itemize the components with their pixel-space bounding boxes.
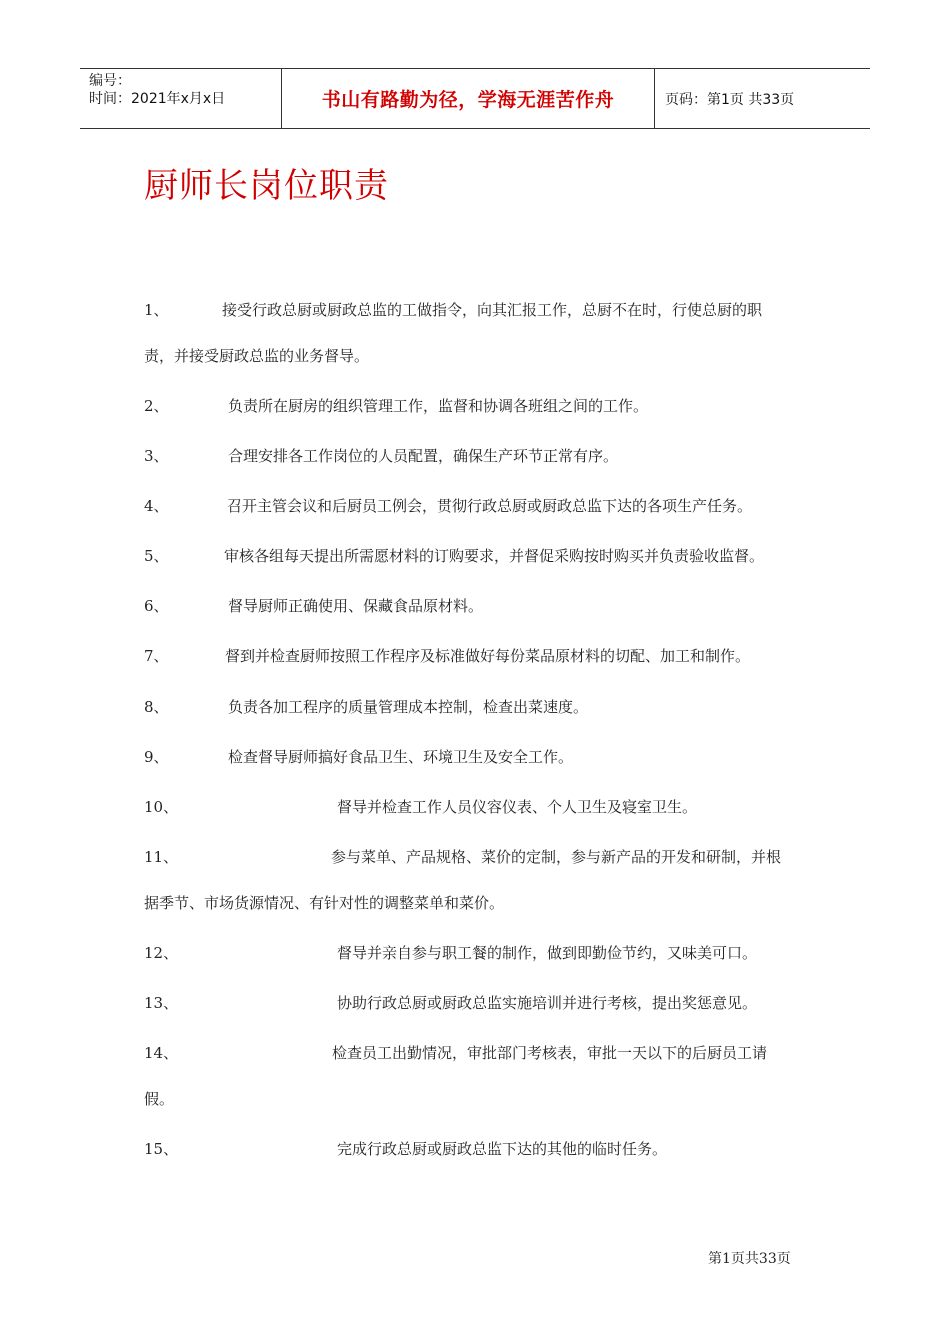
motto-text: 书山有路勤为径，学海无涯苦作舟 (321, 89, 615, 111)
item-text: 协助行政总厨或厨政总监实施培训并进行考核，提出奖惩意见。 (337, 994, 758, 1012)
header-motto-cell (282, 69, 655, 128)
header-table (80, 68, 870, 129)
item-text: 负责各加工程序的质量管理成本控制，检查出菜速度。 (228, 698, 589, 716)
item-text: 检查员工出勤情况，审批部门考核表，审批一天以下的后厨员工请 (332, 1044, 768, 1062)
page-info: 页码：第1页 共33页 (665, 91, 795, 108)
item-number: 10、 (144, 798, 179, 816)
item-text: 审核各组每天提出所需愿材料的订购要求，并督促采购按时购买并负责验收监督。 (224, 547, 765, 565)
item-text: 召开主管会议和后厨员工例会，贯彻行政总厨或厨政总监下达的各项生产任务。 (227, 497, 753, 515)
item-continuation: 据季节、市场货源情况、有针对性的调整菜单和菜价。 (144, 894, 505, 912)
item-number: 15、 (144, 1140, 179, 1158)
item-text: 督导并检查工作人员仪容仪表、个人卫生及寝室卫生。 (337, 798, 698, 816)
item-text: 负责所在厨房的组织管理工作，监督和协调各班组之间的工作。 (228, 397, 649, 415)
time-label: 时间：2021年x月x日 (89, 91, 226, 107)
item-text: 接受行政总厨或厨政总监的工做指令，向其汇报工作，总厨不在时，行使总厨的职 (222, 301, 763, 319)
item-text: 督到并检查厨师按照工作程序及标准做好每份菜品原材料的切配、加工和制作。 (225, 647, 751, 665)
item-number: 12、 (144, 944, 179, 962)
item-continuation: 假。 (144, 1090, 175, 1108)
header-meta-cell (80, 69, 282, 128)
item-number: 14、 (144, 1044, 179, 1062)
page-footer: 第1页共33页 (708, 1251, 791, 1267)
item-text: 参与菜单、产品规格、菜价的定制，参与新产品的开发和研制，并根 (331, 848, 782, 866)
item-text: 检查督导厨师搞好食品卫生、环境卫生及安全工作。 (228, 748, 574, 766)
item-number: 4、 (144, 497, 169, 515)
serial-label: 编号： (89, 73, 131, 89)
item-number: 1、 (144, 301, 169, 319)
item-number: 5、 (144, 547, 169, 565)
item-number: 8、 (144, 698, 169, 716)
item-number: 13、 (144, 994, 179, 1012)
item-text: 完成行政总厨或厨政总监下达的其他的临时任务。 (337, 1140, 668, 1158)
header-page-cell (655, 69, 870, 128)
item-number: 3、 (144, 447, 169, 465)
item-number: 2、 (144, 397, 169, 415)
item-continuation: 责，并接受厨政总监的业务督导。 (144, 347, 370, 365)
item-text: 督导并亲自参与职工餐的制作，做到即勤俭节约，又味美可口。 (337, 944, 758, 962)
item-number: 11、 (144, 848, 179, 866)
item-text: 督导厨师正确使用、保藏食品原材料。 (228, 597, 484, 615)
item-number: 9、 (144, 748, 169, 766)
page-title: 厨师长岗位职责 (144, 166, 389, 206)
item-number: 6、 (144, 597, 169, 615)
item-text: 合理安排各工作岗位的人员配置，确保生产环节正常有序。 (228, 447, 619, 465)
item-number: 7、 (144, 647, 169, 665)
